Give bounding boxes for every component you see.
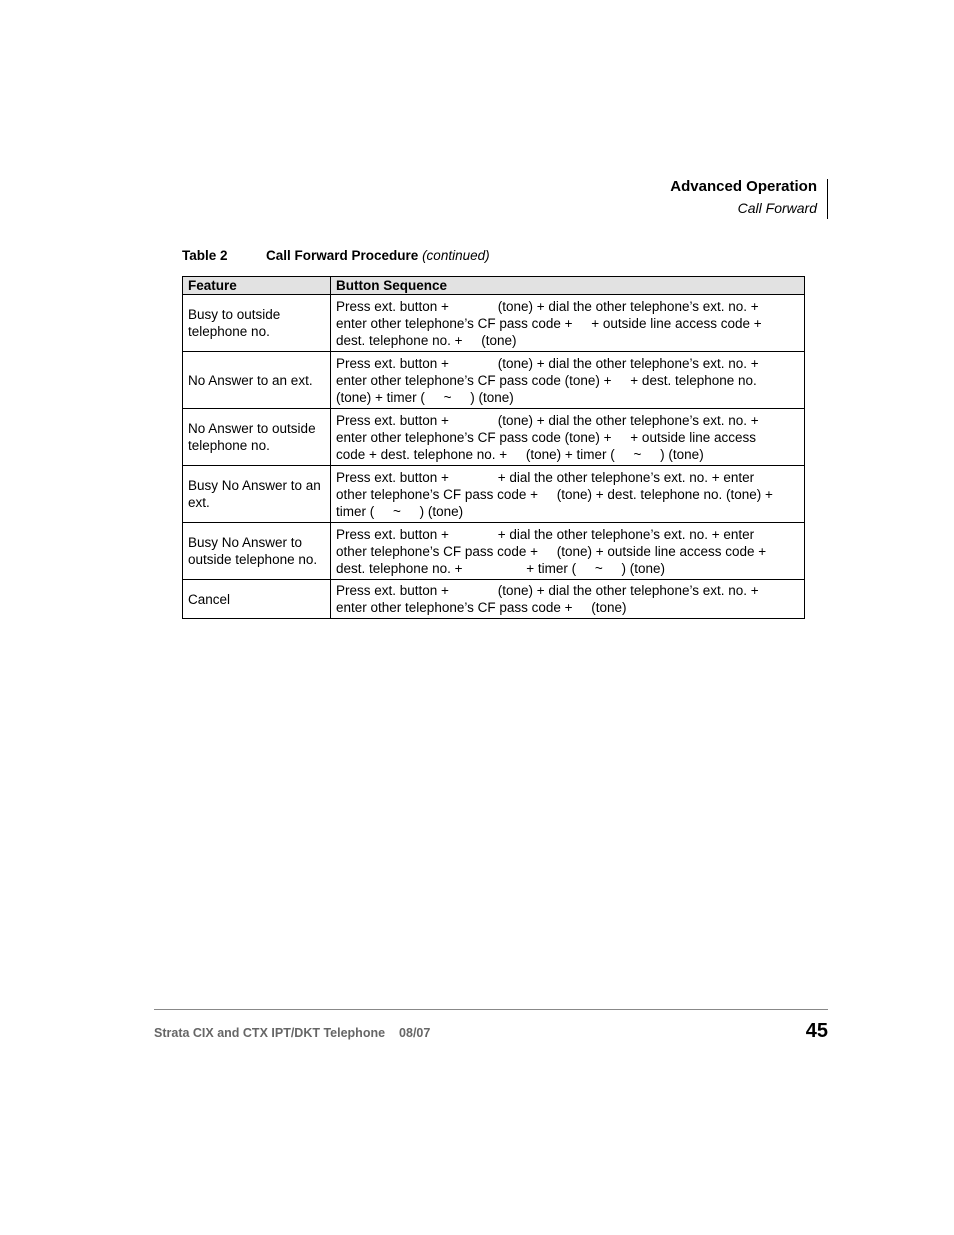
sequence-line: (tone) + timer ( ~ ) (tone) [336,389,514,405]
sequence-line: Press ext. button + (tone) + dial the other telephone’s ext. no. + [336,412,759,428]
feature-cell: Busy to outside telephone no. [183,295,331,352]
table-row [183,295,805,352]
sequence-line: other telephone’s CF pass code + (tone) + outside line access code + [336,543,767,559]
chapter-title: Advanced Operation [670,178,817,195]
footer-rule [154,1009,828,1010]
table-header-row [183,277,805,295]
feature-cell: No Answer to an ext. [183,352,331,409]
page-number: 45 [805,1020,828,1042]
sequence-line: code + dest. telephone no. + (tone) + timer ( ~ ) (tone) [336,446,704,462]
button-sequence-cell [331,466,805,523]
sequence-line: other telephone’s CF pass code + (tone) + dest. telephone no. (tone) + [336,486,773,502]
call-forward-procedure-table [182,276,805,619]
button-sequence-cell [331,352,805,409]
footer-text [154,1026,430,1040]
sequence-line: Press ext. button + (tone) + dial the other telephone’s ext. no. + [336,583,759,598]
feature-cell: Cancel [183,580,331,619]
header-vertical-rule [827,179,828,219]
column-header-button-sequence: Button Sequence [331,277,805,295]
column-header-feature: Feature [183,277,331,295]
sequence-line: dest. telephone no. + + timer ( ~ ) (tone) [336,560,666,576]
button-sequence-cell [331,409,805,466]
button-sequence-cell [331,295,805,352]
table-row [183,409,805,466]
table-number: Table 2 [182,248,228,263]
sequence-line: Press ext. button + (tone) + dial the other telephone’s ext. no. + [336,298,759,314]
feature-cell: No Answer to outside telephone no. [183,409,331,466]
table-row [183,466,805,523]
table-row [183,523,805,580]
table-title: Call Forward Procedure [266,248,419,263]
feature-cell: Busy No Answer to outside telephone no. [183,523,331,580]
feature-cell: Busy No Answer to an ext. [183,466,331,523]
sequence-line: enter other telephone’s CF pass code + + outside line access code + [336,315,762,331]
table-row [183,352,805,409]
table-continued-note: (continued) [422,248,490,263]
table-caption [182,247,490,265]
button-sequence-cell [331,580,805,619]
sequence-line: dest. telephone no. + (tone) [336,332,517,348]
table-row [183,580,805,619]
sequence-line: Press ext. button + + dial the other telephone’s ext. no. + enter [336,526,755,542]
sequence-line: enter other telephone’s CF pass code (tone) + + dest. telephone no. [336,372,757,388]
sequence-line: enter other telephone’s CF pass code (tone) + + outside line access [336,429,756,445]
section-title: Call Forward [737,200,817,216]
sequence-line: Press ext. button + + dial the other telephone’s ext. no. + enter [336,469,755,485]
sequence-line: timer ( ~ ) (tone) [336,503,464,519]
publication-date: 08/07 [399,1026,431,1040]
button-sequence-cell [331,523,805,580]
sequence-line: Press ext. button + (tone) + dial the other telephone’s ext. no. + [336,355,759,371]
running-head [670,177,817,217]
sequence-line: enter other telephone’s CF pass code + (tone) [336,600,627,615]
book-title: Strata CIX and CTX IPT/DKT Telephone [154,1026,386,1040]
